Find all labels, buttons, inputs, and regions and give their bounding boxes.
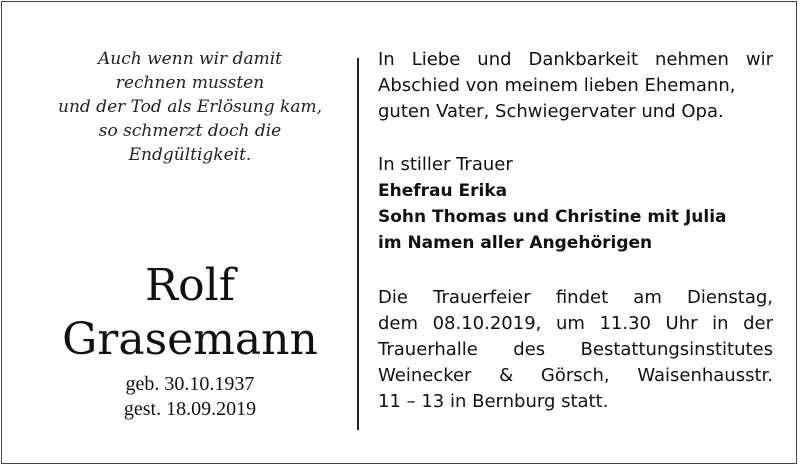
funeral-line: dem 08.10.2019, um 11.30 Uhr in der bbox=[378, 313, 773, 334]
death-date: gest. 18.09.2019 bbox=[123, 398, 257, 420]
birth-date: geb. 30.10.1937 bbox=[125, 373, 255, 395]
funeral-line: Weinecker & Görsch, Waisenhausstr. bbox=[378, 365, 773, 386]
memorial-quote bbox=[40, 47, 340, 167]
farewell-text bbox=[378, 47, 773, 125]
farewell-line: Abschied von meinem lieben Ehemann, bbox=[378, 75, 736, 96]
deceased-first-name: Rolf bbox=[145, 260, 235, 311]
mourner-name: Ehefrau Erika bbox=[378, 181, 508, 201]
life-dates bbox=[40, 372, 340, 422]
quote-line: und der Tod als Erlösung kam, bbox=[58, 97, 322, 117]
deceased-last-name: Grasemann bbox=[62, 314, 318, 365]
quote-line: Endgültigkeit. bbox=[128, 145, 252, 165]
mourning-intro: In stiller Trauer bbox=[378, 154, 513, 175]
vertical-divider bbox=[357, 58, 359, 430]
funeral-line: 11 – 13 in Bernburg statt. bbox=[378, 391, 609, 412]
farewell-line: In Liebe und Dankbarkeit nehmen wir bbox=[378, 49, 773, 70]
mourner-name: Sohn Thomas und Christine mit Julia bbox=[378, 207, 727, 227]
mourners-block bbox=[378, 152, 773, 256]
funeral-line: Die Trauerfeier findet am Dienstag, bbox=[378, 287, 773, 308]
funeral-details bbox=[378, 285, 773, 415]
mourner-name: im Namen aller Angehörigen bbox=[378, 233, 653, 253]
funeral-line: Trauerhalle des Bestattungsinstitutes bbox=[378, 339, 773, 360]
farewell-line: guten Vater, Schwiegervater und Opa. bbox=[378, 101, 724, 122]
quote-line: so schmerzt doch die bbox=[98, 121, 282, 141]
quote-line: rechnen mussten bbox=[115, 73, 265, 93]
quote-line: Auch wenn wir damit bbox=[98, 49, 282, 69]
